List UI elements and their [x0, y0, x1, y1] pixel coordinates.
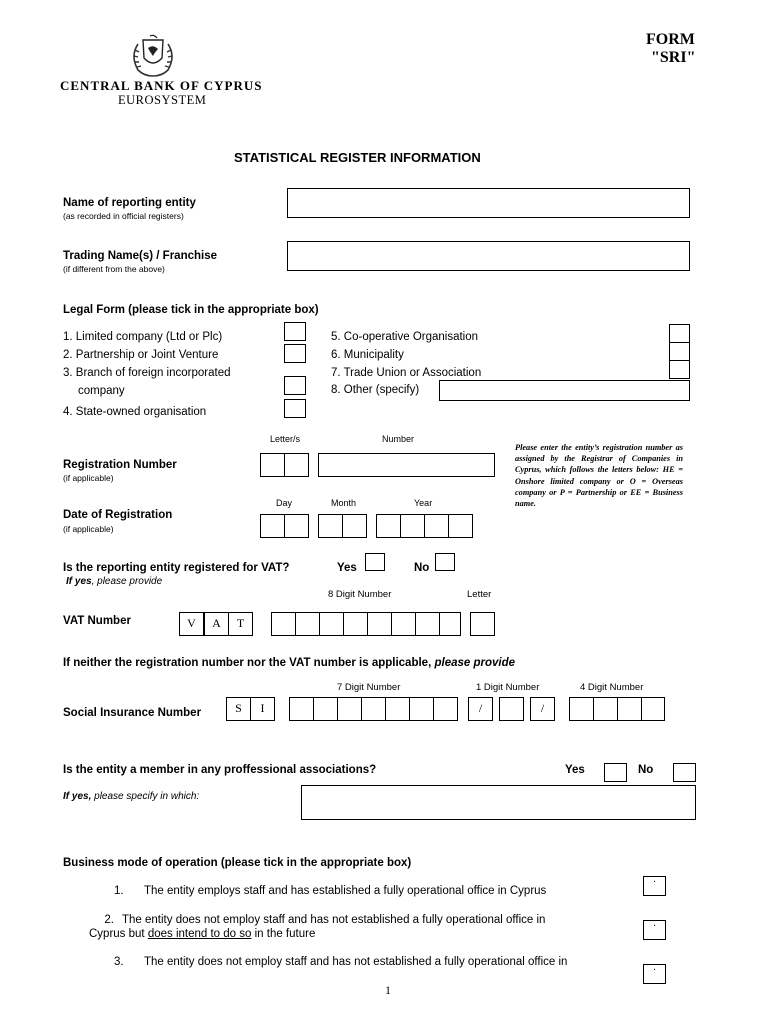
page-title: STATISTICAL REGISTER INFORMATION	[234, 150, 481, 165]
associations-question: Is the entity a member in any proffessional associations?	[63, 764, 377, 776]
business-mode-2-text-b3: in the future	[251, 928, 316, 940]
neither-emph: please provide	[434, 657, 516, 669]
bank-name: CENTRAL BANK OF CYPRUS	[60, 78, 263, 93]
vat-prefix-a: A	[204, 612, 229, 636]
si-slash-cell-2: /	[530, 697, 555, 721]
business-mode-2-line2	[89, 927, 315, 941]
vat-no-checkbox[interactable]	[435, 553, 455, 571]
vat-digit-cell-8[interactable]	[439, 612, 461, 636]
si-1digit-cell[interactable]	[499, 697, 524, 721]
date-month-cell-2[interactable]	[342, 514, 367, 538]
social-insurance-label: Social Insurance Number	[63, 707, 202, 719]
form-label: FORM	[646, 31, 695, 48]
associations-yes-checkbox[interactable]	[604, 763, 627, 782]
date-year-cell-2[interactable]	[400, 514, 425, 538]
associations-if-yes-emph: If yes,	[63, 791, 92, 802]
entity-name-input[interactable]	[287, 188, 690, 218]
legal-option-4-label: 4. State-owned organisation	[63, 406, 207, 418]
trading-name-hint: (if different from the above)	[63, 264, 165, 274]
business-mode-1-number: 1.	[114, 885, 124, 897]
vat-no-label: No	[414, 562, 430, 574]
vat-digit-cell-7[interactable]	[415, 612, 440, 636]
business-mode-2-text-a: The entity does not employ staff and has not established a fully operational office in	[122, 914, 546, 926]
date-month-cell-1[interactable]	[318, 514, 343, 538]
business-mode-1-text: The entity employs staff and has established a fully operational office in Cyprus	[144, 885, 547, 897]
si-digit-cell-5[interactable]	[385, 697, 410, 721]
vat-digit-cell-1[interactable]	[271, 612, 296, 636]
date-registration-hint: (if applicable)	[63, 524, 114, 534]
vat-digit-cell-4[interactable]	[343, 612, 368, 636]
legal-option-7-checkbox[interactable]	[669, 360, 690, 379]
registration-letter-cell-1[interactable]	[260, 453, 285, 477]
vat-digit-cell-5[interactable]	[367, 612, 392, 636]
si-digit-cell-2[interactable]	[313, 697, 338, 721]
si-4digit-cell-4[interactable]	[641, 697, 665, 721]
legal-option-7-label: 7. Trade Union or Association	[331, 367, 482, 379]
date-month-header: Month	[331, 498, 357, 508]
associations-no-checkbox[interactable]	[673, 763, 696, 782]
business-mode-3-text: The entity does not employ staff and has not established a fully operational office in	[144, 956, 568, 968]
vat-letter-header: Letter	[467, 589, 492, 600]
legal-option-4-checkbox[interactable]	[284, 399, 306, 418]
si-4digit-cell-1[interactable]	[569, 697, 594, 721]
legal-option-1-checkbox[interactable]	[284, 322, 306, 341]
neither-instruction	[63, 657, 515, 669]
neither-text: If neither the registration number nor the VAT number is applicable,	[63, 657, 432, 669]
business-mode-3-number: 3.	[114, 956, 124, 968]
si-digit-cell-6[interactable]	[409, 697, 434, 721]
business-mode-2-text-b1: Cyprus but	[89, 928, 148, 940]
registration-note: Please enter the entity’s registration number as assigned by the Registrar of Companies in Cyprus, which follows the letters below: HE = Onshore limited company or O = Overseas company or P = Partnership or EE = Business name.	[515, 443, 683, 509]
vat-digit-cell-2[interactable]	[295, 612, 320, 636]
business-mode-2-text-b2: does intend to do so	[147, 928, 252, 940]
si-digit-cell-7[interactable]	[433, 697, 458, 721]
legal-option-8-label: 8. Other (specify)	[331, 384, 420, 396]
legal-option-1-label: 1. Limited company (Ltd or Plc)	[63, 331, 223, 343]
date-day-header: Day	[276, 498, 293, 508]
legal-option-3-label-cont: company	[78, 385, 125, 397]
si-slash-cell-1: /	[468, 697, 493, 721]
bank-emblem	[124, 34, 182, 78]
page-number: 1	[385, 983, 391, 997]
associations-specify-text: please specify in which:	[91, 791, 200, 802]
vat-letter-cell[interactable]	[470, 612, 495, 636]
business-mode-2-checkbox[interactable]: ·	[643, 920, 666, 940]
registration-number-header: Number	[382, 434, 415, 444]
business-mode-heading: Business mode of operation (please tick in the appropriate box)	[63, 857, 412, 869]
business-mode-1-checkbox[interactable]: ·	[643, 876, 666, 896]
legal-option-6-checkbox[interactable]	[669, 342, 690, 361]
business-mode-2-line1	[89, 913, 545, 927]
registration-number-label: Registration Number	[63, 459, 177, 471]
legal-option-3-checkbox[interactable]	[284, 376, 306, 395]
vat-question: Is the reporting entity registered for VAT?	[63, 562, 290, 574]
registration-letters-header: Letter/s	[270, 434, 301, 444]
si-7digit-header: 7 Digit Number	[337, 682, 401, 693]
legal-option-2-label: 2. Partnership or Joint Venture	[63, 349, 219, 361]
associations-if-yes-note	[63, 791, 199, 802]
entity-name-hint: (as recorded in official registers)	[63, 211, 184, 221]
vat-if-yes-emph: If yes	[66, 576, 92, 587]
registration-number-hint: (if applicable)	[63, 473, 114, 483]
si-digit-cell-1[interactable]	[289, 697, 314, 721]
legal-option-5-label: 5. Co-operative Organisation	[331, 331, 479, 343]
vat-if-yes-note	[66, 576, 162, 587]
si-digit-cell-3[interactable]	[337, 697, 362, 721]
date-year-cell-1[interactable]	[376, 514, 401, 538]
si-1digit-header: 1 Digit Number	[476, 682, 540, 693]
date-day-cell-2[interactable]	[284, 514, 309, 538]
business-mode-2-number: 2.	[104, 914, 114, 926]
si-prefix-s: S	[226, 697, 251, 721]
date-registration-label: Date of Registration	[63, 509, 173, 521]
vat-yes-checkbox[interactable]	[365, 553, 385, 571]
vat-number-label: VAT Number	[63, 615, 131, 627]
business-mode-3-checkbox[interactable]: ·	[643, 964, 666, 984]
vat-digit-cell-3[interactable]	[319, 612, 344, 636]
si-prefix-i: I	[250, 697, 275, 721]
date-year-cell-3[interactable]	[424, 514, 449, 538]
registration-number-input[interactable]	[318, 453, 495, 477]
si-digit-cell-4[interactable]	[361, 697, 386, 721]
date-year-cell-4[interactable]	[448, 514, 473, 538]
associations-no-label: No	[638, 764, 654, 776]
associations-input[interactable]	[301, 785, 696, 820]
eurosystem-label: EUROSYSTEM	[118, 93, 207, 107]
legal-option-5-checkbox[interactable]	[669, 324, 690, 343]
vat-prefix-t: T	[228, 612, 253, 636]
trading-name-input[interactable]	[287, 241, 690, 271]
trading-name-label: Trading Name(s) / Franchise	[63, 250, 218, 262]
vat-yes-label: Yes	[337, 562, 357, 574]
vat-digits-header: 8 Digit Number	[328, 589, 392, 600]
si-4digit-cell-3[interactable]	[617, 697, 642, 721]
associations-yes-label: Yes	[565, 764, 585, 776]
date-day-cell-1[interactable]	[260, 514, 285, 538]
legal-option-6-label: 6. Municipality	[331, 349, 404, 361]
registration-letter-cell-2[interactable]	[284, 453, 309, 477]
legal-option-2-checkbox[interactable]	[284, 344, 306, 363]
legal-option-3-label: 3. Branch of foreign incorporated	[63, 367, 231, 379]
vat-please-provide: , please provide	[91, 576, 163, 587]
vat-digit-cell-6[interactable]	[391, 612, 416, 636]
date-year-header: Year	[414, 498, 433, 508]
entity-name-label: Name of reporting entity	[63, 197, 196, 209]
si-4digit-cell-2[interactable]	[593, 697, 618, 721]
form-code: "SRI"	[651, 49, 696, 66]
si-4digit-header: 4 Digit Number	[580, 682, 644, 693]
legal-form-heading: Legal Form (please tick in the appropriate box)	[63, 304, 319, 316]
vat-prefix-v: V	[179, 612, 204, 636]
cyprus-emblem-icon	[124, 34, 182, 78]
legal-other-input[interactable]	[439, 380, 690, 401]
